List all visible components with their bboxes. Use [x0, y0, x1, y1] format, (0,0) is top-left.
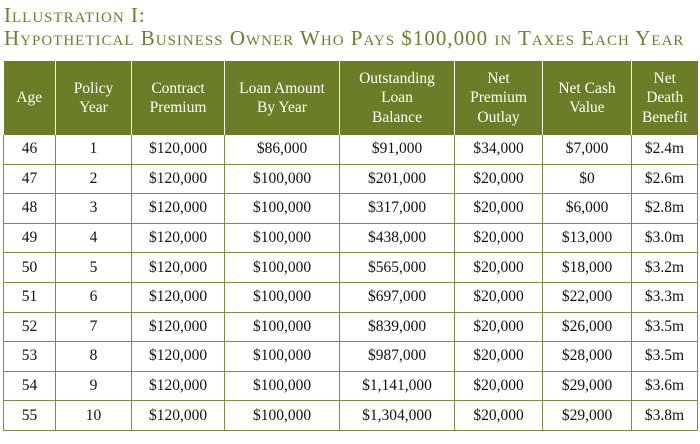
header-contract-premium-line1: Contract [151, 79, 205, 97]
header-net-premium-outlay [455, 61, 543, 135]
table-row [4, 371, 698, 401]
cell-age: 53 [4, 342, 56, 372]
cell-policy-year: 7 [56, 312, 132, 342]
cell-net-death-benefit: $3.6m [632, 371, 698, 401]
header-age [4, 61, 56, 135]
header-net-death-benefit [632, 61, 698, 135]
cell-net-death-benefit: $3.0m [632, 223, 698, 253]
cell-loan-amount: $100,000 [225, 253, 340, 283]
header-policy-year-line1: Policy [73, 79, 114, 97]
table-row [4, 194, 698, 224]
cell-net-death-benefit: $3.3m [632, 282, 698, 312]
cell-loan-amount: $100,000 [225, 401, 340, 431]
cell-net-death-benefit: $3.5m [632, 312, 698, 342]
cell-loan-amount: $100,000 [225, 312, 340, 342]
cell-outstanding-loan-balance: $1,141,000 [340, 371, 455, 401]
header-net-death-line2: Benefit [641, 108, 688, 126]
cell-age: 52 [4, 312, 56, 342]
cell-net-cash-value: $0 [543, 164, 632, 194]
cell-outstanding-loan-balance: $839,000 [340, 312, 455, 342]
cell-outstanding-loan-balance: $201,000 [340, 164, 455, 194]
cell-contract-premium: $120,000 [132, 312, 225, 342]
cell-age: 49 [4, 223, 56, 253]
cell-net-cash-value: $7,000 [543, 135, 632, 164]
cell-contract-premium: $120,000 [132, 342, 225, 372]
cell-policy-year: 1 [56, 135, 132, 164]
table-row [4, 164, 698, 194]
cell-policy-year: 8 [56, 342, 132, 372]
cell-age: 46 [4, 135, 56, 164]
cell-net-cash-value: $6,000 [543, 194, 632, 224]
cell-net-death-benefit: $2.6m [632, 164, 698, 194]
header-loan-amount [225, 61, 340, 135]
cell-loan-amount: $100,000 [225, 371, 340, 401]
table-row [4, 312, 698, 342]
header-net-cash-line2: Value [569, 99, 605, 116]
cell-outstanding-loan-balance: $987,000 [340, 342, 455, 372]
illustration-heading [4, 4, 696, 50]
cell-net-premium-outlay: $20,000 [455, 253, 543, 283]
table-row [4, 223, 698, 253]
header-policy-year [56, 61, 132, 135]
cell-net-cash-value: $29,000 [543, 401, 632, 431]
header-loan-amount-line1: Loan Amount [239, 79, 325, 97]
header-net-premium-line3: Outlay [477, 108, 520, 126]
cell-net-premium-outlay: $34,000 [455, 135, 543, 164]
table-row [4, 282, 698, 312]
cell-net-cash-value: $29,000 [543, 371, 632, 401]
cell-net-death-benefit: $2.4m [632, 135, 698, 164]
cell-contract-premium: $120,000 [132, 282, 225, 312]
cell-outstanding-loan-balance: $1,304,000 [340, 401, 455, 431]
cell-contract-premium: $120,000 [132, 253, 225, 283]
cell-age: 55 [4, 401, 56, 431]
cell-contract-premium: $120,000 [132, 223, 225, 253]
cell-policy-year: 10 [56, 401, 132, 431]
cell-loan-amount: $100,000 [225, 164, 340, 194]
cell-loan-amount: $100,000 [225, 223, 340, 253]
header-outstanding-line3: Balance [372, 108, 422, 126]
cell-policy-year: 3 [56, 194, 132, 224]
cell-loan-amount: $86,000 [225, 135, 340, 164]
cell-age: 50 [4, 253, 56, 283]
header-row [4, 61, 698, 135]
cell-net-death-benefit: $2.8m [632, 194, 698, 224]
header-outstanding-loan-balance [340, 61, 455, 135]
table-row [4, 342, 698, 372]
cell-outstanding-loan-balance: $697,000 [340, 282, 455, 312]
illustration-table [3, 61, 698, 431]
cell-age: 47 [4, 164, 56, 194]
cell-contract-premium: $120,000 [132, 401, 225, 431]
cell-outstanding-loan-balance: $438,000 [340, 223, 455, 253]
cell-net-premium-outlay: $20,000 [455, 194, 543, 224]
header-age-text: Age [16, 89, 43, 107]
cell-net-premium-outlay: $20,000 [455, 164, 543, 194]
cell-age: 48 [4, 194, 56, 224]
cell-age: 54 [4, 371, 56, 401]
cell-loan-amount: $100,000 [225, 194, 340, 224]
cell-policy-year: 6 [56, 282, 132, 312]
cell-policy-year: 5 [56, 253, 132, 283]
cell-net-premium-outlay: $20,000 [455, 371, 543, 401]
cell-contract-premium: $120,000 [132, 135, 225, 164]
header-net-premium-line1: Net [487, 69, 510, 87]
header-outstanding-line1: Outstanding [359, 69, 435, 87]
header-loan-amount-line2: By Year [257, 99, 307, 116]
table-body [4, 135, 698, 430]
cell-net-death-benefit: $3.8m [632, 401, 698, 431]
cell-contract-premium: $120,000 [132, 194, 225, 224]
cell-net-premium-outlay: $20,000 [455, 312, 543, 342]
cell-contract-premium: $120,000 [132, 164, 225, 194]
table-row [4, 253, 698, 283]
header-net-cash-line1: Net Cash [558, 79, 616, 97]
cell-net-premium-outlay: $20,000 [455, 401, 543, 431]
header-net-cash-value [543, 61, 632, 135]
illustration-label: Illustration I: [4, 3, 146, 27]
cell-outstanding-loan-balance: $91,000 [340, 135, 455, 164]
cell-age: 51 [4, 282, 56, 312]
cell-net-death-benefit: $3.5m [632, 342, 698, 372]
header-outstanding-line2: Loan [381, 89, 413, 107]
cell-policy-year: 4 [56, 223, 132, 253]
header-contract-premium [132, 61, 225, 135]
cell-loan-amount: $100,000 [225, 282, 340, 312]
header-policy-year-line2: Year [79, 99, 108, 116]
cell-net-premium-outlay: $20,000 [455, 342, 543, 372]
header-net-premium-line2: Premium [470, 89, 527, 107]
cell-net-cash-value: $22,000 [543, 282, 632, 312]
cell-contract-premium: $120,000 [132, 371, 225, 401]
table-row [4, 401, 698, 431]
cell-net-premium-outlay: $20,000 [455, 282, 543, 312]
table-row [4, 135, 698, 164]
cell-net-death-benefit: $3.2m [632, 253, 698, 283]
cell-policy-year: 9 [56, 371, 132, 401]
cell-net-premium-outlay: $20,000 [455, 223, 543, 253]
header-contract-premium-line2: Premium [149, 99, 207, 116]
cell-net-cash-value: $13,000 [543, 223, 632, 253]
cell-net-cash-value: $26,000 [543, 312, 632, 342]
cell-loan-amount: $100,000 [225, 342, 340, 372]
cell-net-cash-value: $28,000 [543, 342, 632, 372]
illustration-title: Hypothetical Business Owner Who Pays $100,000 in Taxes Each Year [4, 26, 685, 50]
cell-net-cash-value: $18,000 [543, 253, 632, 283]
cell-outstanding-loan-balance: $317,000 [340, 194, 455, 224]
cell-outstanding-loan-balance: $565,000 [340, 253, 455, 283]
cell-policy-year: 2 [56, 164, 132, 194]
header-net-death-line1: Net Death [646, 69, 684, 107]
